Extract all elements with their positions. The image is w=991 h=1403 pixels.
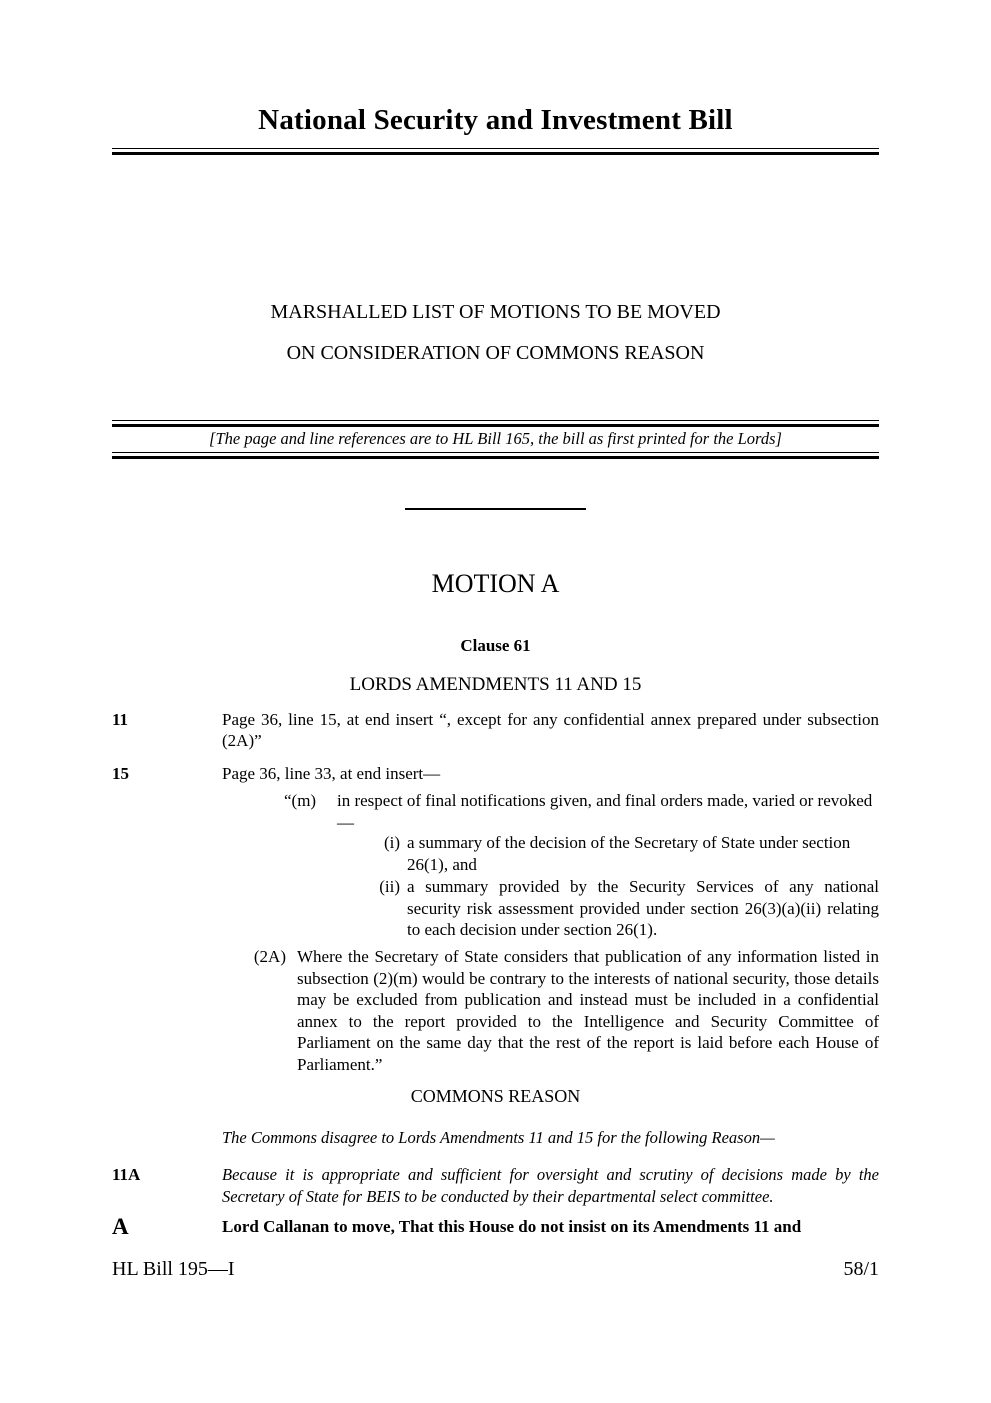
- reference-note-top-rule: [112, 420, 879, 427]
- section-divider-rule: [405, 508, 586, 510]
- provision-label: (2A): [253, 947, 286, 966]
- provision-text: Where the Secretary of State considers that publication of any information listed in subsection (2)(m) would be contrary to the interests of national security, those details may be excluded from publication and instead must be included in a confidential annex to the report provided to the Intelligence and Security Committee of Parliament on the same day that the rest of the report is laid before each House of Parliament.”: [297, 947, 879, 1074]
- amendment-text: Page 36, line 33, at end insert—: [222, 764, 441, 783]
- clause-heading: Clause 61: [460, 636, 531, 655]
- rule-thick-line: [112, 456, 879, 459]
- provision-label: (i): [383, 833, 400, 852]
- amendment-text: Page 36, line 15, at end insert “, except for any confidential annex prepared under subsection (2A)”: [222, 710, 879, 750]
- amendment-number: 15: [112, 764, 129, 783]
- provision-label: “(m): [284, 791, 317, 810]
- provision-text: in respect of final notifications given, and final orders made, varied or revoked—: [337, 791, 873, 832]
- footer-page-number: 58/1: [843, 1258, 879, 1280]
- reason-number: 11A: [112, 1165, 141, 1184]
- commons-disagree-line: The Commons disagree to Lords Amendments 11 and 15 for the following Reason—: [222, 1128, 775, 1147]
- provision-paragraph-i: [112, 832, 879, 875]
- marshalled-list-line-1: MARSHALLED LIST OF MOTIONS TO BE MOVED: [270, 301, 721, 323]
- provision-label: (ii): [379, 877, 400, 896]
- commons-reason-entry: [112, 1164, 879, 1208]
- rule-thick-line: [112, 152, 879, 155]
- motion-heading: MOTION A: [431, 569, 560, 598]
- provision-paragraph-m: [112, 790, 879, 833]
- provision-paragraph-ii: [112, 876, 879, 941]
- amendments-heading: LORDS AMENDMENTS 11 AND 15: [349, 674, 642, 695]
- page-title: National Security and Investment Bill: [258, 104, 733, 136]
- commons-reason-heading: COMMONS REASON: [410, 1086, 581, 1106]
- provision-paragraph-2a: [112, 946, 879, 1075]
- motion-letter: A: [112, 1214, 129, 1239]
- provision-text: a summary of the decision of the Secretary of State under section 26(1), and: [407, 833, 851, 874]
- reason-text: Because it is appropriate and sufficient for oversight and scrutiny of decisions made by the Secretary of State for BEIS to be conducted by their departmental select committee.: [222, 1165, 879, 1206]
- reference-note-bottom-rule: [112, 452, 879, 459]
- rule-thick-line: [112, 424, 879, 427]
- provision-text: a summary provided by the Security Services of any national security risk assessment provided under section 26(3)(a)(ii) relating to each decision under section 26(1).: [407, 877, 879, 939]
- motion-text: Lord Callanan to move, That this House do not insist on its Amendments 11 and: [222, 1217, 802, 1236]
- motion-a-entry: [112, 1216, 879, 1237]
- reference-note: [The page and line references are to HL Bill 165, the bill as first printed for the Lords]: [209, 429, 782, 448]
- amendment-entry: [112, 763, 879, 784]
- title-double-rule: [112, 148, 879, 155]
- marshalled-list-heading: [112, 292, 879, 374]
- footer-bill-reference: HL Bill 195—I: [112, 1258, 235, 1280]
- amendment-entry: [112, 709, 879, 751]
- marshalled-list-line-2: ON CONSIDERATION OF COMMONS REASON: [286, 342, 705, 364]
- amendment-number: 11: [112, 710, 129, 729]
